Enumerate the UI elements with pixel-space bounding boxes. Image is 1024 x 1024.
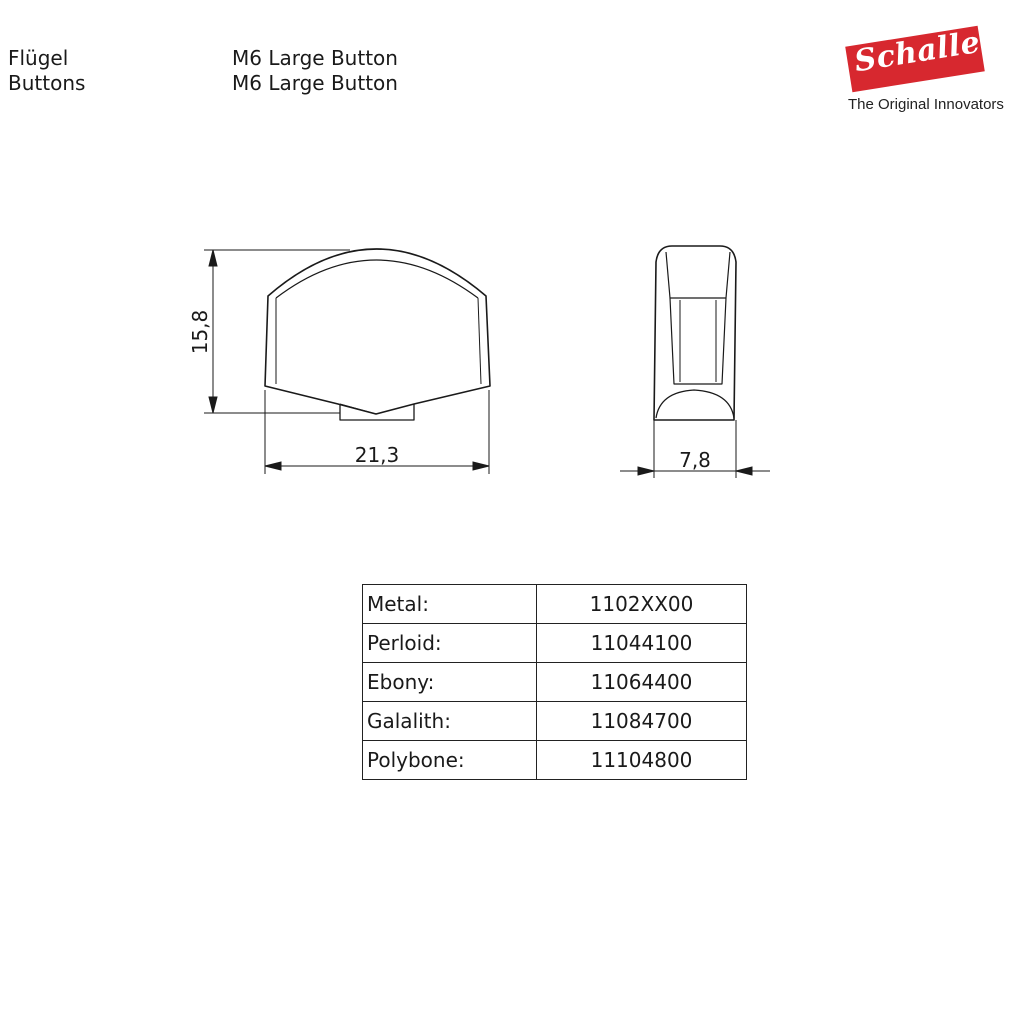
front-view: [265, 249, 490, 420]
model-de: M6 Large Button: [232, 46, 398, 70]
material-cell: Ebony:: [363, 663, 537, 702]
logo-slogan: The Original Innovators: [848, 96, 1004, 113]
width-label: 21,3: [354, 443, 400, 467]
side-bevel-top: [666, 252, 730, 298]
height-label: 15,8: [188, 309, 212, 355]
arrow-thk-right: [736, 467, 752, 475]
part-number-table: [362, 584, 747, 780]
part-number-cell: 11104800: [537, 741, 747, 780]
tip-left: [340, 404, 376, 414]
material-cell: Perloid:: [363, 624, 537, 663]
table-row: [363, 702, 747, 741]
table-row: [363, 624, 747, 663]
button-bevel-front: [276, 260, 478, 298]
material-cell: Polybone:: [363, 741, 537, 780]
table-row: [363, 741, 747, 780]
button-outline-side: [654, 246, 736, 420]
arrow-height-bottom: [209, 397, 217, 413]
table-row: [363, 663, 747, 702]
side-base-curve: [656, 390, 734, 418]
part-number-cell: 1102XX00: [537, 585, 747, 624]
material-cell: Metal:: [363, 585, 537, 624]
table-row: [363, 585, 747, 624]
logo-brand: Schaller: [852, 22, 999, 80]
button-outline-front: [265, 249, 490, 414]
side-face: [670, 298, 726, 384]
part-number-cell: 11084700: [537, 702, 747, 741]
arrow-width-left: [265, 462, 281, 470]
part-number-cell: 11064400: [537, 663, 747, 702]
arrow-height-top: [209, 250, 217, 266]
material-cell: Galalith:: [363, 702, 537, 741]
arrow-width-right: [473, 462, 489, 470]
button-side-right: [478, 298, 481, 384]
arrow-thk-left: [638, 467, 654, 475]
side-view: [654, 246, 736, 420]
model-en: M6 Large Button: [232, 71, 398, 95]
title-de: Flügel: [8, 46, 69, 70]
side-inner-lines: [680, 300, 716, 382]
part-number-cell: 11044100: [537, 624, 747, 663]
title-en: Buttons: [8, 71, 86, 95]
dimension-lines: [204, 250, 770, 478]
thickness-label: 7,8: [679, 448, 711, 472]
